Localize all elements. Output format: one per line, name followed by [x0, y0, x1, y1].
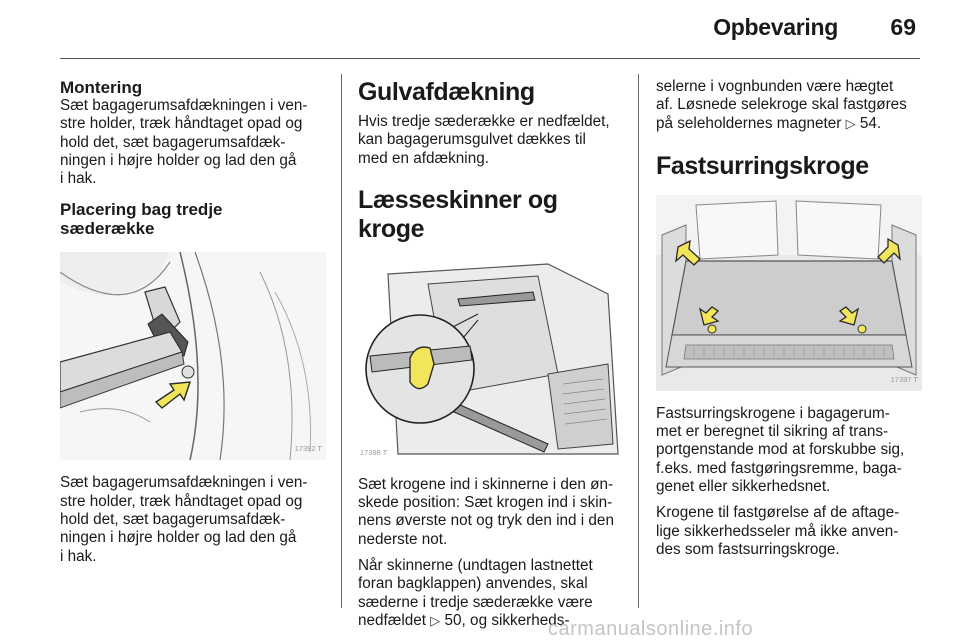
- text-fragment: på seleholdernes magneter: [656, 114, 846, 132]
- text-line: ningen i højre holder og lad den gå: [60, 151, 297, 169]
- text-line: i hak.: [60, 170, 97, 188]
- text-line: genet eller sikkerhedsnet.: [656, 478, 831, 496]
- text-line: Sæt bagagerumsafdækningen i ven-: [60, 474, 308, 492]
- text-line: af. Løsnede selekroge skal fastgøres: [656, 96, 907, 114]
- text-line: nens øverste not og tryk den ind i den: [358, 512, 614, 530]
- page-ref-arrow-icon: ▷: [845, 116, 856, 132]
- figure-number: 17397 T: [890, 374, 918, 384]
- text-line: f.eks. med fastgøringsremme, baga-: [656, 459, 902, 477]
- paragraph-placering: [60, 474, 330, 565]
- paragraph-warning: [656, 504, 928, 559]
- text-line: Krogene til fastgørelse af de aftage-: [656, 504, 900, 522]
- page-number: 69: [890, 14, 916, 40]
- text-line: med en afdækning.: [358, 149, 489, 167]
- figure-number: 17398 T: [360, 447, 388, 457]
- text-line: hold det, sæt bagagerumsafdæk-: [60, 133, 286, 151]
- section-heading-gulvafdaekning: Gulvafdækning: [358, 78, 535, 106]
- text-line: hold det, sæt bagagerumsafdæk-: [60, 511, 286, 529]
- text-line: stre holder, træk håndtaget opad og: [60, 115, 303, 133]
- text-line: lige sikkerhedsseler må ikke anven-: [656, 522, 899, 540]
- column-left: [60, 78, 330, 574]
- text-line: skede position: Sæt krogen ind i skin-: [358, 494, 613, 512]
- heading-line: Placering bag tredje: [60, 200, 223, 220]
- text-line: Fastsurringskrogene i bagagerum-: [656, 404, 890, 422]
- text-line: selerne i vognbunden være hægtet: [656, 78, 894, 95]
- paragraph-seatbelts: [656, 78, 928, 134]
- text-line: stre holder, træk håndtaget opad og: [60, 492, 303, 510]
- column-middle: [358, 78, 630, 639]
- section-heading-fastsurringskroge: Fastsurringskroge: [656, 151, 869, 180]
- text-line: des som fastsurringskroge.: [656, 540, 840, 558]
- paragraph-lashing-eyes: [656, 405, 928, 496]
- heading-line: sæderække: [60, 219, 155, 239]
- paragraph-gulvafdaekning: [358, 113, 630, 168]
- figure-cover-holder: [60, 252, 326, 460]
- text-line: Sæt bagagerumsafdækningen i ven-: [60, 97, 308, 114]
- page-header-title: Opbevaring: [713, 14, 838, 40]
- text-line: Sæt krogene ind i skinnerne i den øn-: [358, 475, 614, 493]
- header-divider: [60, 58, 920, 59]
- text-line: Hvis tredje sæderække er nedfældet,: [358, 113, 610, 130]
- paragraph-montering: [60, 97, 330, 188]
- column-divider-right: [638, 74, 639, 608]
- text-line: nederste not.: [358, 530, 448, 548]
- section-heading-placering: [60, 200, 330, 238]
- text-line: ningen i højre holder og lad den gå: [60, 529, 297, 547]
- section-heading-montering: Montering: [60, 78, 143, 97]
- paragraph-hooks: [358, 476, 630, 549]
- footer-watermark: carmanualsonline.info: [548, 618, 754, 640]
- page-reference-link[interactable]: 50, og sikkerheds-: [440, 611, 570, 629]
- text-fragment: nedfældet: [358, 611, 431, 629]
- page-reference-link[interactable]: 54.: [855, 114, 882, 132]
- illustration-lashing-eyes: [656, 195, 922, 391]
- figure-number: 17392 T: [294, 444, 322, 454]
- illustration-load-rails: [358, 254, 624, 464]
- illustration-cover-holder: [60, 252, 326, 460]
- page-ref-arrow-icon: ▷: [430, 613, 441, 629]
- figure-load-rails: [358, 254, 624, 464]
- figure-lashing-eyes: [656, 195, 922, 391]
- text-line: foran bagklappen) anvendes, skal: [358, 575, 588, 593]
- text-line: sæderne i tredje sæderække være: [358, 593, 593, 611]
- column-divider-left: [341, 74, 342, 608]
- section-heading-laesseskinner: Læsseskinner og kroge: [358, 185, 558, 243]
- text-line: met er beregnet til sikring af trans-: [656, 423, 889, 441]
- text-line: i hak.: [60, 547, 97, 565]
- text-line: kan bagagerumsgulvet dækkes til: [358, 131, 586, 149]
- text-line: portgenstande mod at forskubbe sig,: [656, 441, 905, 459]
- text-line: Når skinnerne (undtagen lastnettet: [358, 557, 593, 575]
- column-right: [656, 78, 928, 567]
